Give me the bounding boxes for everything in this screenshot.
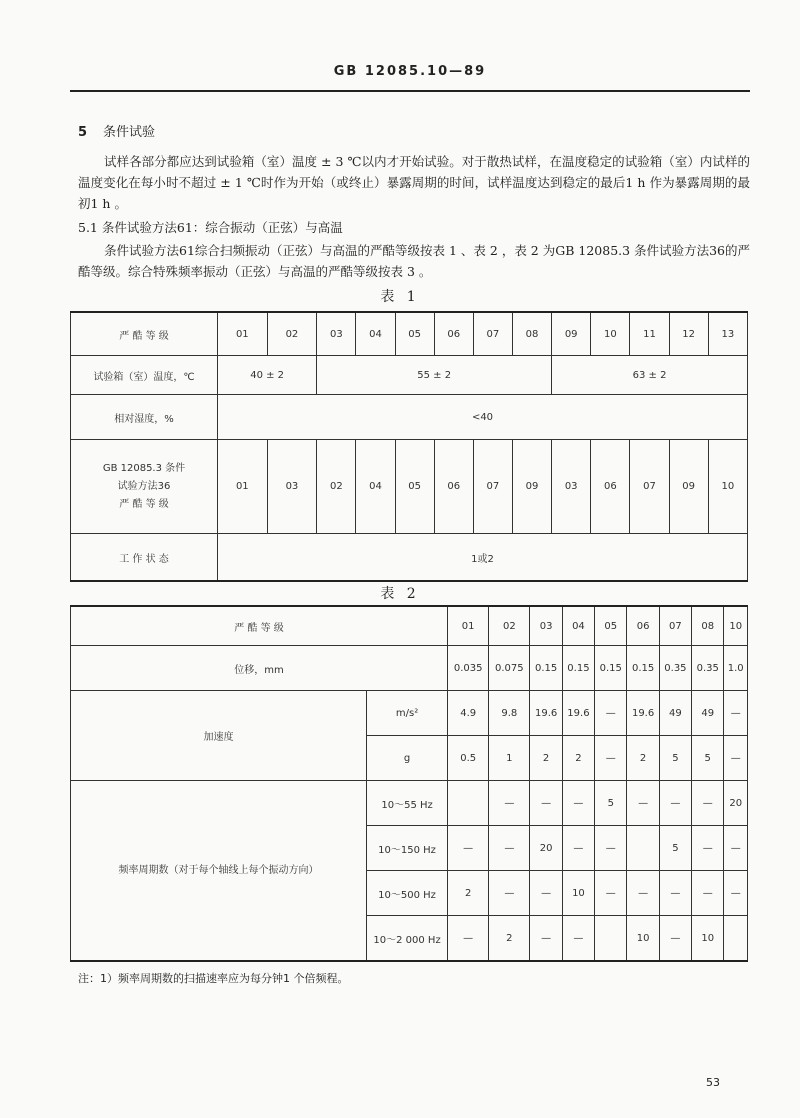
sweep-cell: —	[562, 826, 594, 871]
level-cell: 03	[317, 312, 356, 356]
acceleration-cell: 1	[489, 736, 530, 781]
acceleration-cell: 49	[692, 691, 724, 736]
level-cell: 13	[708, 312, 747, 356]
sweep-cell: —	[692, 871, 724, 916]
section-heading	[78, 121, 155, 140]
sweep-cell	[448, 781, 489, 826]
gb-level-cell: 09	[669, 440, 708, 534]
sweep-cell: —	[489, 826, 530, 871]
table-row	[71, 440, 748, 534]
acceleration-cell: —	[595, 691, 627, 736]
displacement-cell: 0.15	[530, 646, 562, 691]
table-row	[71, 534, 748, 582]
gb-level-cell: 06	[591, 440, 630, 534]
acceleration-cell: 4.9	[448, 691, 489, 736]
temp-value: 40 ± 2	[218, 356, 317, 395]
acceleration-cell: 9.8	[489, 691, 530, 736]
table-row	[71, 395, 748, 440]
level-cell: 01	[218, 312, 268, 356]
displacement-cell: 0.15	[627, 646, 659, 691]
table-row	[71, 356, 748, 395]
sweep-cell: —	[724, 826, 748, 871]
level-cell: 05	[595, 606, 627, 646]
level-header: 严 酷 等 级	[71, 312, 218, 356]
sweep-cell: 20	[724, 781, 748, 826]
sweep-cell: —	[659, 916, 691, 962]
displacement-cell: 0.075	[489, 646, 530, 691]
gb-level-cell: 05	[395, 440, 434, 534]
sweep-label: 频率周期数（对于每个轴线上每个振动方向）	[71, 781, 367, 962]
displacement-cell: 0.15	[595, 646, 627, 691]
sweep-cell: 20	[530, 826, 562, 871]
acceleration-cell: 5	[692, 736, 724, 781]
sweep-cell: —	[530, 916, 562, 962]
sweep-cell: —	[659, 781, 691, 826]
level-cell: 07	[473, 312, 512, 356]
acceleration-cell: 49	[659, 691, 691, 736]
acceleration-cell: 2	[562, 736, 594, 781]
sweep-cell: —	[595, 826, 627, 871]
subsection-number: 5.1	[78, 220, 98, 235]
level-cell: 12	[669, 312, 708, 356]
section-title: 条件试验	[103, 125, 156, 140]
gb-label-line: GB 12085.3 条件	[102, 462, 186, 474]
acceleration-cell: 19.6	[530, 691, 562, 736]
acceleration-cell: —	[595, 736, 627, 781]
table-1	[70, 311, 748, 582]
displacement-cell: 1.0	[724, 646, 748, 691]
gb-level-cell: 09	[512, 440, 551, 534]
sweep-cell: —	[595, 871, 627, 916]
gb-level-cell: 01	[218, 440, 268, 534]
footnote: 注：1）频率周期数的扫描速率应为每分钟1 个倍频程。	[78, 972, 349, 985]
displacement-label: 位移，mm	[71, 646, 448, 691]
level-cell: 08	[692, 606, 724, 646]
sweep-cell: —	[489, 781, 530, 826]
level-cell: 07	[659, 606, 691, 646]
sweep-cell: —	[562, 916, 594, 962]
temp-value: 63 ± 2	[552, 356, 748, 395]
acceleration-cell: 2	[530, 736, 562, 781]
acceleration-cell: 2	[627, 736, 659, 781]
work-state-value: 1或2	[218, 534, 748, 582]
level-cell: 06	[627, 606, 659, 646]
frequency-range: 10～150 Hz	[367, 826, 448, 871]
subsection-title: 条件试验方法61：综合振动（正弦）与高温	[101, 220, 343, 235]
sweep-cell	[627, 826, 659, 871]
sweep-cell: 10	[627, 916, 659, 962]
sweep-cell: —	[448, 826, 489, 871]
level-cell: 08	[512, 312, 551, 356]
sweep-cell: —	[692, 781, 724, 826]
gb-level-cell: 06	[434, 440, 473, 534]
sweep-cell: 10	[692, 916, 724, 962]
sweep-cell: —	[562, 781, 594, 826]
acceleration-label: 加速度	[71, 691, 367, 781]
sweep-cell	[724, 916, 748, 962]
displacement-cell: 0.15	[562, 646, 594, 691]
table2-caption: 表 2	[380, 586, 420, 602]
sweep-cell: —	[627, 871, 659, 916]
sweep-cell: —	[627, 781, 659, 826]
paragraph-2: 条件试验方法61综合扫频振动（正弦）与高温的严酷等级按表 1 、表 2 ，表 2 为GB 12085.3 条件试验方法36的严酷等级。综合特殊频率振动（正弦）与高温的严酷等级按表 3 。	[78, 243, 750, 279]
gb-level-label	[71, 440, 218, 534]
acceleration-cell: 19.6	[627, 691, 659, 736]
table-2	[70, 605, 748, 962]
table-row	[71, 646, 748, 691]
gb-level-cell: 04	[356, 440, 395, 534]
humidity-value: <40	[218, 395, 748, 440]
sweep-cell: —	[659, 871, 691, 916]
gb-level-cell: 02	[317, 440, 356, 534]
level-cell: 05	[395, 312, 434, 356]
gb-level-cell: 07	[473, 440, 512, 534]
sweep-cell: 5	[595, 781, 627, 826]
acceleration-cell: 19.6	[562, 691, 594, 736]
table-row	[71, 691, 748, 736]
sweep-cell: —	[448, 916, 489, 962]
table-row	[71, 781, 748, 826]
frequency-range: 10～500 Hz	[367, 871, 448, 916]
acceleration-cell: —	[724, 736, 748, 781]
acceleration-cell: —	[724, 691, 748, 736]
sweep-cell: 10	[562, 871, 594, 916]
sweep-cell: —	[489, 871, 530, 916]
sweep-cell: —	[724, 871, 748, 916]
gb-label-line: 试验方法36	[117, 480, 171, 492]
level-cell: 11	[630, 312, 669, 356]
level-cell: 01	[448, 606, 489, 646]
sweep-cell: —	[692, 826, 724, 871]
page-header: GB 12085.10—89	[333, 64, 487, 79]
level-cell: 06	[434, 312, 473, 356]
gb-level-cell: 07	[630, 440, 669, 534]
displacement-cell: 0.35	[692, 646, 724, 691]
level-cell: 10	[724, 606, 748, 646]
frequency-range: 10～55 Hz	[367, 781, 448, 826]
level-cell: 04	[356, 312, 395, 356]
work-state-label: 工 作 状 态	[71, 534, 218, 582]
gb-level-cell: 03	[267, 440, 317, 534]
humidity-label: 相对湿度，%	[71, 395, 218, 440]
table-row	[71, 312, 748, 356]
acceleration-cell: 5	[659, 736, 691, 781]
table-row	[71, 606, 748, 646]
level-cell: 03	[530, 606, 562, 646]
sweep-cell	[595, 916, 627, 962]
gb-label-line: 严 酷 等 级	[119, 498, 169, 510]
acceleration-cell: 0.5	[448, 736, 489, 781]
sweep-cell: 5	[659, 826, 691, 871]
displacement-cell: 0.035	[448, 646, 489, 691]
sweep-cell: 2	[448, 871, 489, 916]
table1-caption: 表 1	[380, 289, 420, 305]
gb-level-cell: 10	[708, 440, 747, 534]
paragraph-1: 试样各部分都应达到试验箱（室）温度 ± 3 ℃以内才开始试验。对于散热试样，在温度稳定的试验箱（室）内试样的温度变化在每小时不超过 ± 1 ℃时作为开始（或终止）暴露周期的时间，试样温度达到稳定的最后1 h 作为暴露周期的最初1 h 。	[78, 154, 750, 211]
level-cell: 10	[591, 312, 630, 356]
sweep-cell: —	[530, 781, 562, 826]
displacement-cell: 0.35	[659, 646, 691, 691]
level-cell: 02	[489, 606, 530, 646]
gb-level-cell: 03	[552, 440, 591, 534]
header-rule	[70, 90, 750, 92]
acceleration-unit: m/s²	[367, 691, 448, 736]
frequency-range: 10～2 000 Hz	[367, 916, 448, 962]
sweep-cell: 2	[489, 916, 530, 962]
level-cell: 02	[267, 312, 317, 356]
level-header: 严 酷 等 级	[71, 606, 448, 646]
temp-label: 试验箱（室）温度，℃	[71, 356, 218, 395]
acceleration-unit: g	[367, 736, 448, 781]
sweep-cell: —	[530, 871, 562, 916]
section-number: 5	[78, 125, 88, 140]
page-number: 53	[706, 1076, 720, 1089]
subsection-heading	[78, 218, 343, 236]
level-cell: 09	[552, 312, 591, 356]
temp-value: 55 ± 2	[317, 356, 552, 395]
level-cell: 04	[562, 606, 594, 646]
